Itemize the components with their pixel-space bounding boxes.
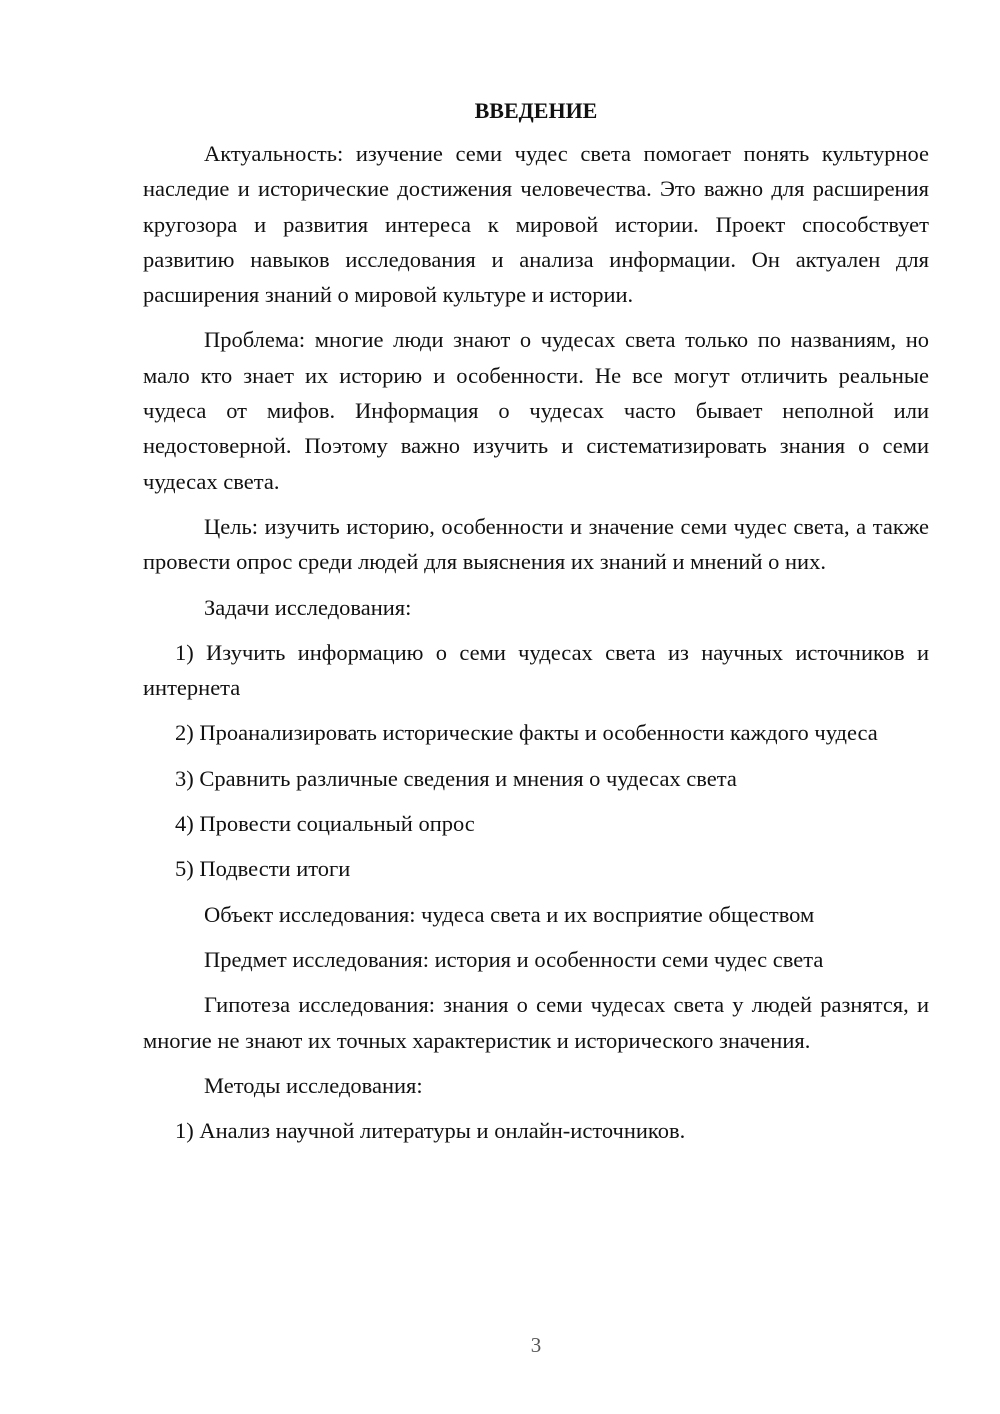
hypothesis-paragraph: Гипотеза исследования: знания о семи чудесах света у людей разнятся, и многие не знают их точных характеристик и исторического значения. (143, 992, 929, 1053)
tasks-heading: Задачи исследования: (204, 594, 412, 620)
page-number: 3 (530, 1333, 542, 1357)
methods-heading: Методы исследования: (204, 1072, 423, 1098)
task-item-5: 5) Подвести итоги (175, 856, 351, 882)
section-title: ВВЕДЕНИЕ (474, 98, 598, 123)
goal-paragraph: Цель: изучить историю, особенности и значение семи чудес света, а также провести опрос среди людей для выяснения их знаний и мнений о них. (143, 513, 929, 575)
problem-paragraph: Проблема: многие люди знают о чудесах света только по названиям, но мало кто знает их историю и особенности. Не все могут отличить реальные чудеса от мифов. Информация о чудесах часто бывает неполной или недостоверной. Поэтому важно изучить и систематизировать знания о семи чудесах света. (143, 327, 929, 494)
task-item-3: 3) Сравнить различные сведения и мнения о чудесах света (175, 765, 737, 791)
task-item-4: 4) Провести социальный опрос (175, 811, 475, 837)
object-paragraph: Объект исследования: чудеса света и их восприятие обществом (204, 901, 815, 927)
task-item-1: 1) Изучить информацию о семи чудесах света из научных источников и интернета (143, 639, 929, 701)
task-item-2: 2) Проанализировать исторические факты и особенности каждого чудеса (175, 720, 878, 746)
page-content (143, 96, 929, 1148)
subject-paragraph: Предмет исследования: история и особенности семи чудес света (204, 946, 824, 972)
relevance-paragraph: Актуальность: изучение семи чудес света помогает понять культурное наследие и исторические достижения человечества. Это важно для расширения кругозора и развития интереса к мировой истории. Проект способствует развитию навыков исследования и анализа информации. Он актуален для расширения знаний о мировой культуре и истории. (143, 141, 929, 308)
method-item-1: 1) Анализ научной литературы и онлайн-источников. (175, 1118, 686, 1144)
